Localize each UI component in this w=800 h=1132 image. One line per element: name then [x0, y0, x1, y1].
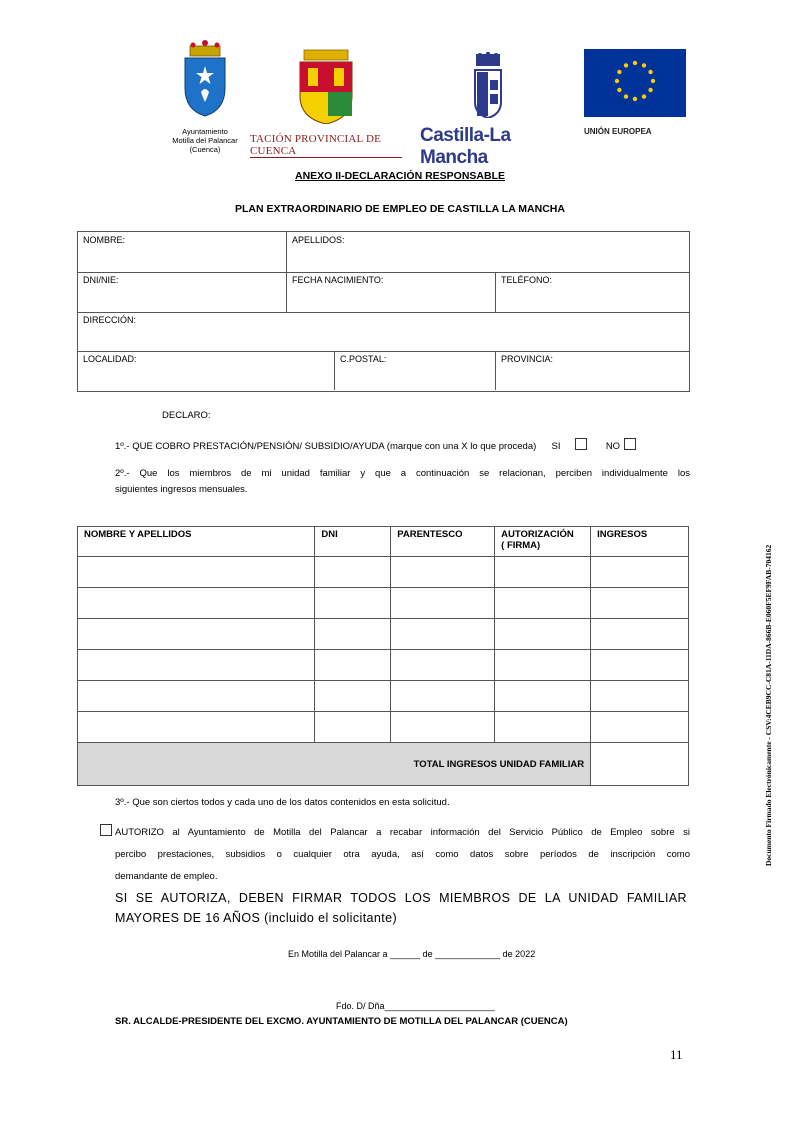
table-cell[interactable] [391, 619, 495, 650]
table-cell[interactable] [315, 681, 391, 712]
direccion-field[interactable] [78, 312, 689, 351]
annex-title: ANEXO II-DECLARACIÓN RESPONSABLE [294, 170, 505, 182]
header-autorizacion [495, 527, 591, 557]
table-cell[interactable] [315, 712, 391, 743]
direccion-label: DIRECCIÓN: [83, 315, 137, 325]
fecha-nacimiento-label: FECHA NACIMIENTO: [292, 275, 384, 285]
table-cell[interactable] [391, 681, 495, 712]
table-cell[interactable] [591, 619, 689, 650]
total-label: TOTAL INGRESOS UNIDAD FAMILIAR [78, 743, 591, 786]
table-row [78, 650, 689, 681]
logo-ayuntamiento [160, 40, 250, 155]
table-cell[interactable] [495, 588, 591, 619]
table-cell[interactable] [591, 681, 689, 712]
apellidos-field[interactable] [286, 232, 689, 272]
plan-title: PLAN EXTRAORDINARIO DE EMPLEO DE CASTILLA LA MANCHA [235, 203, 565, 215]
signature-line[interactable]: Fdo. D/ Dña______________________ [336, 1001, 495, 1011]
autorizo-line-1: AUTORIZO al Ayuntamiento de Motilla del Palancar a recabar información del Servicio Público de Empleo sobre si [115, 827, 690, 838]
provincia-field[interactable] [495, 351, 689, 390]
table-cell[interactable] [391, 650, 495, 681]
item-1 [115, 438, 642, 455]
total-row [78, 743, 689, 786]
ayuntamiento-line-1: Ayuntamiento [182, 127, 228, 136]
localidad-label: LOCALIDAD: [83, 354, 137, 364]
page-number: 11 [670, 1047, 683, 1062]
income-table [77, 526, 689, 786]
nombre-field[interactable] [78, 232, 286, 272]
table-row [78, 557, 689, 588]
clm-label: Castilla-La Mancha [420, 125, 511, 168]
header-autorizacion-sub: ( FIRMA) [501, 540, 541, 551]
table-cell[interactable] [495, 712, 591, 743]
ayuntamiento-line-3: (Cuenca) [189, 145, 221, 154]
table-cell[interactable] [495, 650, 591, 681]
logo-clm [420, 52, 560, 168]
form-row-name [78, 232, 689, 273]
diputacion-label: TACIÓN PROVINCIAL DE CUENCA [250, 133, 402, 158]
dni-label: DNI/NIE: [83, 275, 119, 285]
table-cell[interactable] [391, 588, 495, 619]
no-label: NO [605, 441, 621, 452]
header-ingresos: INGRESOS [591, 527, 689, 557]
table-cell[interactable] [591, 712, 689, 743]
ayuntamiento-line-2: Motilla del Palancar [172, 136, 238, 145]
table-cell[interactable] [315, 588, 391, 619]
table-cell[interactable] [495, 557, 591, 588]
cpostal-label: C.POSTAL: [340, 354, 387, 364]
eu-label: UNIÓN EUROPEA [584, 127, 652, 136]
table-cell[interactable] [78, 712, 315, 743]
si-label: SI [551, 441, 561, 452]
table-cell[interactable] [315, 619, 391, 650]
form-row-locality [78, 351, 689, 390]
table-cell[interactable] [315, 650, 391, 681]
table-row [78, 588, 689, 619]
eu-flag-icon [584, 49, 686, 117]
diputacion-shield-icon [250, 46, 402, 124]
telefono-field[interactable] [495, 272, 689, 312]
declaro-label: DECLARO: [162, 410, 211, 421]
table-cell[interactable] [391, 557, 495, 588]
form-row-address [78, 312, 689, 352]
table-cell[interactable] [495, 619, 591, 650]
nombre-label: NOMBRE: [83, 235, 126, 245]
fecha-nacimiento-field[interactable] [286, 272, 495, 312]
notice [115, 888, 687, 928]
telefono-label: TELÉFONO: [501, 275, 553, 285]
table-cell[interactable] [495, 681, 591, 712]
table-cell[interactable] [78, 588, 315, 619]
autorizo-line-2: percibo prestaciones, subsidios o cualquier otra ayuda, así como datos sobre períodos de inscripción como [115, 849, 690, 860]
electronic-signature-note: Documento Firmado Electrónicamente - CSV:4CEB9CC-C81A-11DA-866B-E060F5EF9FAB-704162 [764, 544, 773, 866]
table-cell[interactable] [315, 557, 391, 588]
notice-line-2: MAYORES DE 16 AÑOS (incluido el solicitante) [115, 911, 398, 925]
cpostal-field[interactable] [334, 351, 495, 390]
ayuntamiento-shield-icon [160, 40, 250, 120]
table-cell[interactable] [591, 650, 689, 681]
place-date: En Motilla del Palancar a ______ de _____________ de 2022 [288, 949, 536, 959]
table-cell[interactable] [591, 588, 689, 619]
autorizo-checkbox[interactable] [100, 824, 112, 836]
localidad-field[interactable] [78, 351, 334, 390]
item-2-line-1: 2º.- Que los miembros de mi unidad familiar y que a continuación se relacionan, perciben individualmente los [115, 468, 690, 479]
table-cell[interactable] [78, 650, 315, 681]
si-checkbox[interactable] [575, 438, 587, 450]
no-checkbox[interactable] [624, 438, 636, 450]
header-autorizacion-label: AUTORIZACIÓN [501, 529, 574, 540]
table-row [78, 619, 689, 650]
personal-data-form [77, 231, 690, 392]
income-table-header [78, 527, 689, 557]
total-ingresos-cell[interactable] [591, 743, 689, 786]
item-2-line-2: siguientes ingresos mensuales. [115, 484, 248, 495]
autorizo-block [100, 822, 690, 888]
form-row-id [78, 272, 689, 313]
header-nombre: NOMBRE Y APELLIDOS [78, 527, 315, 557]
item-1-text: 1º.- QUE COBRO PRESTACIÓN/PENSIÓN/ SUBSIDIO/AYUDA (marque con una X lo que proceda) [115, 441, 537, 452]
dni-field[interactable] [78, 272, 286, 312]
table-cell[interactable] [391, 712, 495, 743]
logo-eu [584, 49, 688, 139]
autorizo-line-3: demandante de empleo. [115, 871, 218, 882]
logo-diputacion [250, 46, 402, 157]
clm-crown-shield-icon [420, 52, 560, 118]
notice-line-1: SI SE AUTORIZA, DEBEN FIRMAR TODOS LOS MIEMBROS DE LA UNIDAD FAMILIAR [115, 891, 687, 905]
table-cell[interactable] [78, 619, 315, 650]
table-cell[interactable] [78, 681, 315, 712]
header-dni: DNI [315, 527, 391, 557]
header-parentesco: PARENTESCO [391, 527, 495, 557]
table-row [78, 681, 689, 712]
item-3: 3º.- Que son ciertos todos y cada uno de los datos contenidos en esta solicitud. [115, 797, 450, 808]
table-cell[interactable] [591, 557, 689, 588]
item-2 [115, 466, 690, 498]
provincia-label: PROVINCIA: [501, 354, 554, 364]
recipient: SR. ALCALDE-PRESIDENTE DEL EXCMO. AYUNTAMIENTO DE MOTILLA DEL PALANCAR (CUENCA) [115, 1016, 568, 1027]
table-cell[interactable] [78, 557, 315, 588]
apellidos-label: APELLIDOS: [292, 235, 345, 245]
table-row [78, 712, 689, 743]
